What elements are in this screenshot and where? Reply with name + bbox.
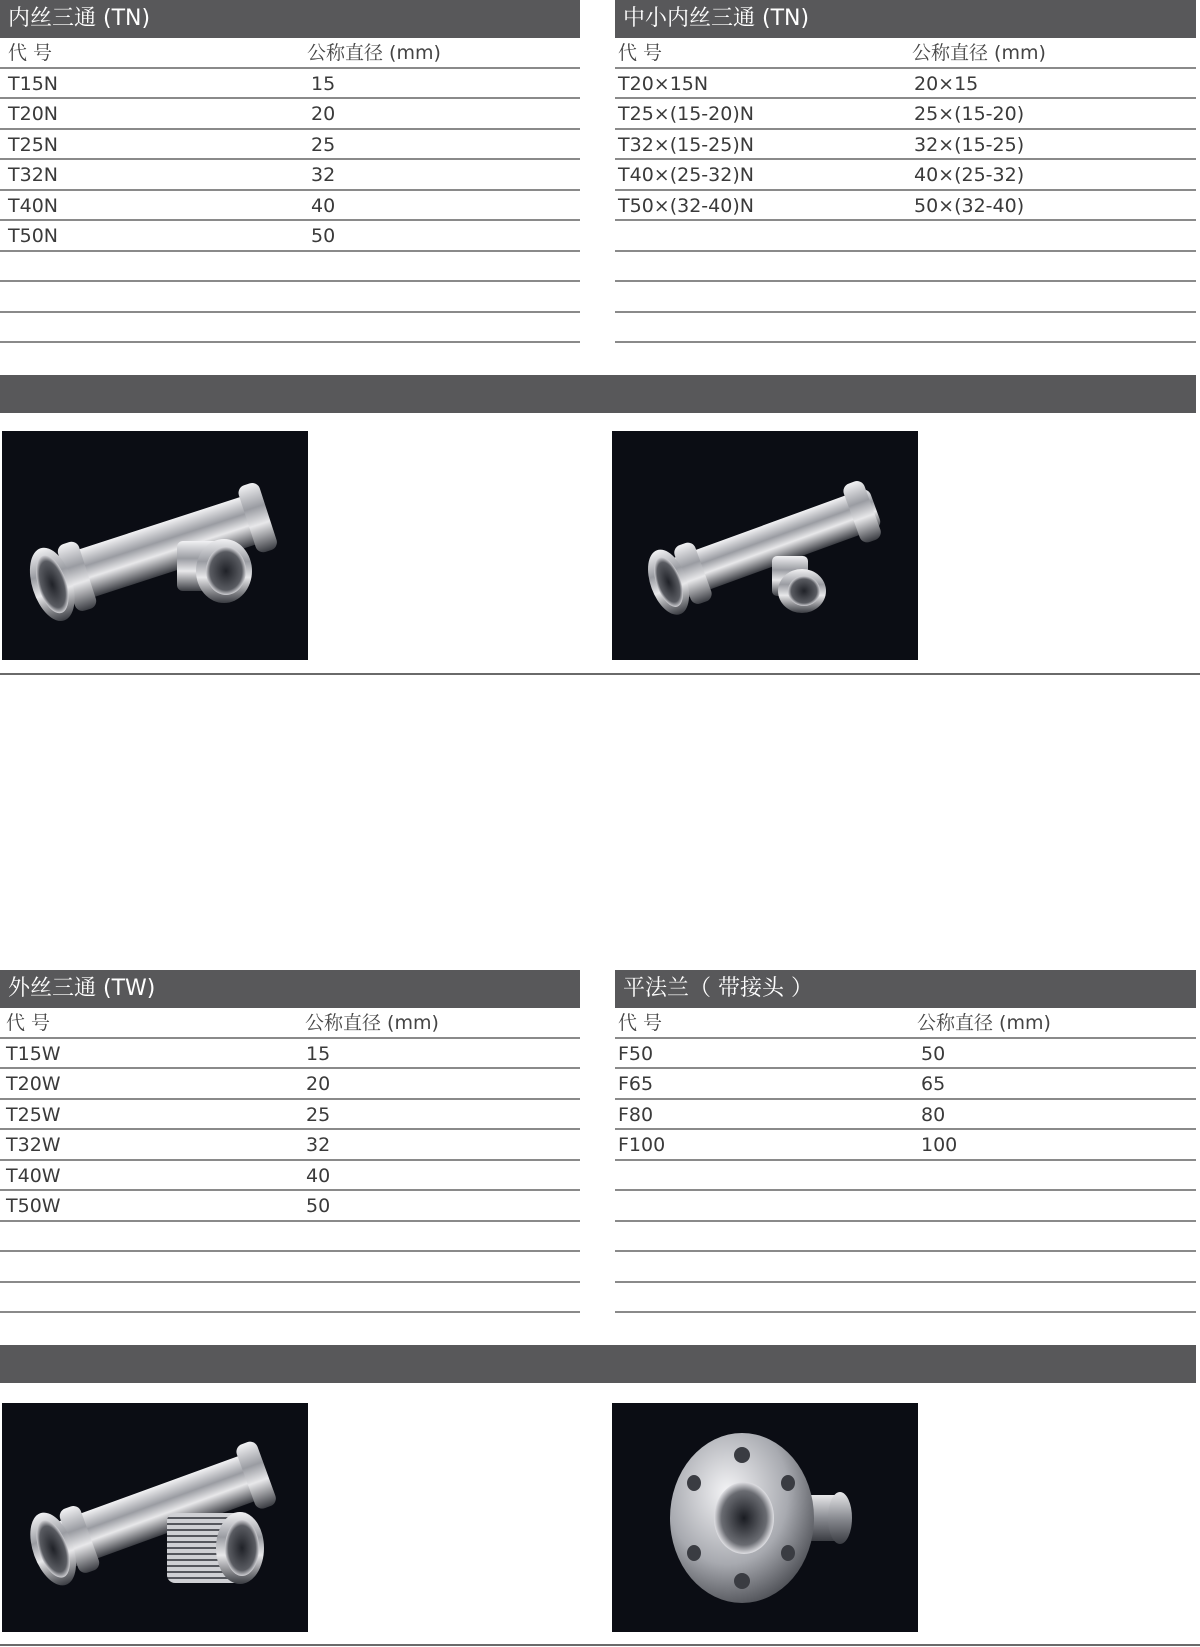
cell-code: T15N (8, 72, 58, 95)
cell-diameter: 80 (921, 1103, 946, 1126)
table-header (615, 38, 1196, 69)
divider-line (0, 673, 1200, 675)
table-row (0, 130, 580, 161)
cell-code: T50W (6, 1195, 61, 1217)
table-tn (0, 38, 580, 343)
cell-diameter: 15 (306, 1042, 331, 1065)
flange-icon (612, 1403, 918, 1632)
header-code: 代 号 (8, 42, 53, 64)
cell-code: T40×(25-32)N (618, 164, 754, 186)
table-row (615, 160, 1196, 191)
table-row-empty (615, 1283, 1196, 1314)
cell-diameter: 32 (311, 164, 336, 186)
table-row (615, 191, 1196, 222)
table-row-empty (615, 1161, 1196, 1192)
table-row-empty (0, 282, 580, 313)
table-row-empty (615, 221, 1196, 252)
cell-code: T50N (8, 225, 58, 247)
product-photo-tn (2, 431, 308, 660)
cell-code: T32N (8, 164, 58, 186)
cell-code: T25W (6, 1103, 61, 1126)
cell-diameter: 40 (311, 194, 336, 217)
cell-diameter: 40×(25-32) (914, 164, 1025, 186)
table-row-empty (615, 1252, 1196, 1283)
table-row (615, 1100, 1196, 1131)
cell-code: T32×(15-25)N (618, 133, 754, 156)
table-header (0, 1008, 580, 1039)
table-row (0, 1130, 580, 1161)
table-row (0, 69, 580, 100)
table-row (0, 191, 580, 222)
header-diameter: 公称直径 (mm) (917, 1012, 1051, 1034)
table-row-empty (0, 1252, 580, 1283)
section-title-tw: 外丝三通 (TW) (0, 970, 580, 1008)
table-row (615, 1039, 1196, 1070)
cell-diameter: 65 (921, 1073, 946, 1095)
table-row-empty (0, 1283, 580, 1314)
cell-diameter: 100 (921, 1134, 958, 1156)
table-row-empty (615, 282, 1196, 313)
table-row (0, 160, 580, 191)
table-row (615, 1130, 1196, 1161)
table-row (0, 1100, 580, 1131)
table-row (615, 1069, 1196, 1100)
cell-code: T40N (8, 194, 58, 217)
cell-diameter: 50 (306, 1195, 331, 1217)
table-row (615, 130, 1196, 161)
table-header (615, 1008, 1196, 1039)
cell-diameter: 25×(15-20) (914, 103, 1025, 125)
cell-code: F100 (618, 1134, 666, 1156)
product-photo-tn-reducing (612, 431, 918, 660)
table-row (0, 1039, 580, 1070)
table-row-empty (615, 1222, 1196, 1253)
table-header (0, 38, 580, 69)
table-row (615, 99, 1196, 130)
cell-code: T20×15N (618, 72, 709, 95)
table-row-empty (615, 313, 1196, 344)
divider-band (0, 375, 1196, 413)
table-row-empty (0, 1222, 580, 1253)
table-row-empty (615, 1191, 1196, 1222)
divider-band (0, 1345, 1196, 1383)
table-tn-reducing (615, 38, 1196, 343)
cell-code: T32W (6, 1134, 61, 1156)
cell-diameter: 32 (306, 1134, 331, 1156)
divider-line (0, 1644, 1200, 1646)
table-row (615, 69, 1196, 100)
cell-diameter: 15 (311, 72, 336, 95)
cell-code: T15W (6, 1042, 61, 1065)
cell-diameter: 50×(32-40) (914, 194, 1025, 217)
reducing-tee-fitting-icon (612, 431, 918, 660)
header-diameter: 公称直径 (mm) (305, 1012, 439, 1034)
table-row (0, 1161, 580, 1192)
header-diameter: 公称直径 (mm) (912, 42, 1046, 64)
section-title-flange: 平法兰（ 带接头 ） (615, 970, 1196, 1008)
table-flange (615, 1008, 1196, 1313)
cell-diameter: 25 (306, 1103, 331, 1126)
header-code: 代 号 (6, 1012, 51, 1034)
cell-diameter: 20×15 (914, 72, 979, 95)
cell-code: F80 (618, 1103, 654, 1126)
table-row (0, 1191, 580, 1222)
cell-code: F65 (618, 1073, 654, 1095)
cell-diameter: 25 (311, 133, 336, 156)
cell-code: T25×(15-20)N (618, 103, 754, 125)
table-row (0, 99, 580, 130)
cell-diameter: 32×(15-25) (914, 133, 1025, 156)
cell-code: T50×(32-40)N (618, 194, 754, 217)
cell-code: F50 (618, 1042, 654, 1065)
table-row-empty (0, 313, 580, 344)
cell-diameter: 50 (921, 1042, 946, 1065)
cell-diameter: 50 (311, 225, 336, 247)
product-photo-tw (2, 1403, 308, 1632)
cell-diameter: 40 (306, 1164, 331, 1187)
cell-code: T25N (8, 133, 58, 156)
cell-code: T20W (6, 1073, 61, 1095)
header-code: 代 号 (618, 42, 663, 64)
cell-diameter: 20 (311, 103, 336, 125)
table-row (0, 1069, 580, 1100)
cell-diameter: 20 (306, 1073, 331, 1095)
table-tw (0, 1008, 580, 1313)
table-row-empty (615, 252, 1196, 283)
male-thread-tee-icon (2, 1403, 308, 1632)
section-title-tn-reducing: 中小内丝三通 (TN) (615, 0, 1196, 38)
cell-code: T20N (8, 103, 58, 125)
tee-fitting-icon (2, 431, 308, 660)
header-diameter: 公称直径 (mm) (307, 42, 441, 64)
section-title-tn: 内丝三通 (TN) (0, 0, 580, 38)
table-row-empty (0, 252, 580, 283)
product-photo-flange (612, 1403, 918, 1632)
table-row (0, 221, 580, 252)
header-code: 代 号 (618, 1012, 663, 1034)
cell-code: T40W (6, 1164, 61, 1187)
